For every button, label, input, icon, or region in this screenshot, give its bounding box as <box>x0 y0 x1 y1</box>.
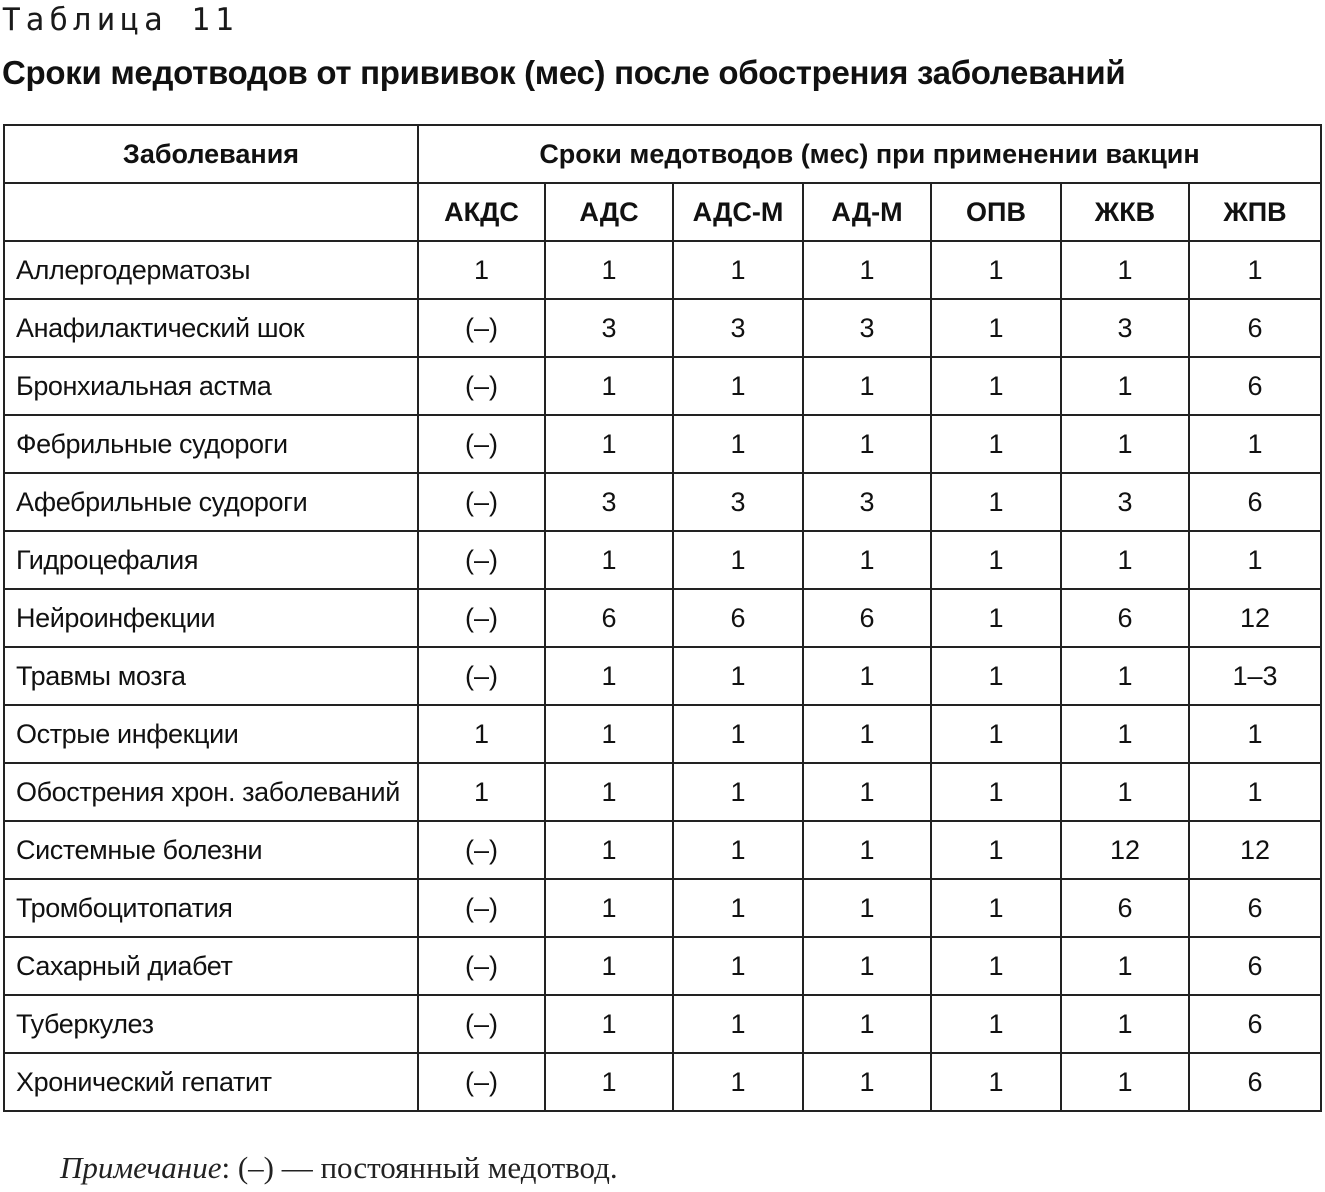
term-value-cell: 1 <box>931 995 1061 1053</box>
term-value-cell: 1 <box>673 241 803 299</box>
disease-name-cell: Афебрильные судороги <box>4 473 418 531</box>
term-value-cell: 1 <box>931 473 1061 531</box>
term-value-cell: 1 <box>803 763 931 821</box>
term-value-cell: 1 <box>931 589 1061 647</box>
term-value-cell: 3 <box>1061 299 1189 357</box>
term-value-cell: 1 <box>1061 415 1189 473</box>
table-body <box>4 241 1321 1111</box>
table-row <box>4 299 1321 357</box>
table-row <box>4 415 1321 473</box>
table-row <box>4 531 1321 589</box>
term-value-cell: (–) <box>418 821 545 879</box>
header-row-top <box>4 125 1321 183</box>
term-value-cell: 12 <box>1189 821 1321 879</box>
disease-name-cell: Фебрильные судороги <box>4 415 418 473</box>
disease-column-header: Заболевания <box>4 125 418 183</box>
term-value-cell: (–) <box>418 299 545 357</box>
term-value-cell: 1 <box>931 1053 1061 1111</box>
term-value-cell: 1 <box>1189 415 1321 473</box>
vaccine-header-opv: ОПВ <box>931 183 1061 241</box>
term-value-cell: 1 <box>673 821 803 879</box>
term-value-cell: 1 <box>931 937 1061 995</box>
term-value-cell: 6 <box>1189 473 1321 531</box>
term-value-cell: 12 <box>1189 589 1321 647</box>
term-value-cell: 1 <box>545 763 673 821</box>
disease-name-cell: Сахарный диабет <box>4 937 418 995</box>
term-value-cell: 1 <box>673 415 803 473</box>
footnote-label: Примечание <box>60 1150 222 1185</box>
empty-header-cell <box>4 183 418 241</box>
term-value-cell: 6 <box>1189 299 1321 357</box>
table-row <box>4 589 1321 647</box>
term-value-cell: 1 <box>1061 995 1189 1053</box>
term-value-cell: (–) <box>418 937 545 995</box>
term-value-cell: 3 <box>545 473 673 531</box>
term-value-cell: 1 <box>803 705 931 763</box>
term-value-cell: (–) <box>418 879 545 937</box>
table-row <box>4 937 1321 995</box>
term-value-cell: (–) <box>418 531 545 589</box>
disease-name-cell: Тромбоцитопатия <box>4 879 418 937</box>
term-value-cell: 6 <box>1061 879 1189 937</box>
vaccine-header-zhkv: ЖКВ <box>1061 183 1189 241</box>
term-value-cell: 1 <box>931 241 1061 299</box>
term-value-cell: 1 <box>673 1053 803 1111</box>
vaccine-header-ad-m: АД-М <box>803 183 931 241</box>
term-value-cell: 1 <box>931 357 1061 415</box>
term-value-cell: 1 <box>1061 357 1189 415</box>
term-value-cell: 1 <box>545 705 673 763</box>
term-value-cell: 1 <box>931 879 1061 937</box>
term-value-cell: 3 <box>1061 473 1189 531</box>
term-value-cell: 1 <box>803 1053 931 1111</box>
term-value-cell: 1 <box>545 995 673 1053</box>
term-value-cell: 1 <box>545 647 673 705</box>
table-row <box>4 357 1321 415</box>
term-value-cell: 1 <box>1061 937 1189 995</box>
term-value-cell: 1 <box>673 647 803 705</box>
term-value-cell: 1 <box>1189 531 1321 589</box>
term-value-cell: 1 <box>803 357 931 415</box>
table-number-label: Таблица 11 <box>2 2 239 38</box>
table-row <box>4 763 1321 821</box>
table-row <box>4 879 1321 937</box>
term-value-cell: 1 <box>673 357 803 415</box>
term-value-cell: 1 <box>1061 241 1189 299</box>
term-value-cell: 1–3 <box>1189 647 1321 705</box>
table-row <box>4 647 1321 705</box>
term-value-cell: (–) <box>418 647 545 705</box>
table-row <box>4 241 1321 299</box>
term-value-cell: 6 <box>1189 357 1321 415</box>
term-value-cell: 1 <box>673 763 803 821</box>
term-value-cell: (–) <box>418 1053 545 1111</box>
term-value-cell: 1 <box>931 821 1061 879</box>
term-value-cell: 1 <box>803 241 931 299</box>
term-value-cell: 6 <box>673 589 803 647</box>
term-value-cell: (–) <box>418 589 545 647</box>
term-value-cell: (–) <box>418 995 545 1053</box>
table-row <box>4 995 1321 1053</box>
vaccine-header-zhpv: ЖПВ <box>1189 183 1321 241</box>
term-value-cell: 1 <box>1189 705 1321 763</box>
term-value-cell: 6 <box>1061 589 1189 647</box>
vaccine-header-ads-m: АДС-М <box>673 183 803 241</box>
term-value-cell: 1 <box>1061 705 1189 763</box>
term-value-cell: 1 <box>803 821 931 879</box>
term-value-cell: 3 <box>545 299 673 357</box>
footnote <box>60 1148 618 1188</box>
term-value-cell: 1 <box>931 415 1061 473</box>
term-value-cell: 1 <box>418 763 545 821</box>
term-value-cell: 6 <box>1189 879 1321 937</box>
term-value-cell: 1 <box>931 763 1061 821</box>
term-value-cell: 3 <box>673 299 803 357</box>
term-value-cell: 1 <box>545 821 673 879</box>
table-row <box>4 821 1321 879</box>
data-table <box>3 124 1322 1112</box>
term-value-cell: 1 <box>1061 531 1189 589</box>
term-value-cell: 1 <box>803 879 931 937</box>
term-value-cell: 1 <box>673 531 803 589</box>
term-value-cell: 1 <box>673 995 803 1053</box>
disease-name-cell: Бронхиальная астма <box>4 357 418 415</box>
disease-name-cell: Травмы мозга <box>4 647 418 705</box>
disease-name-cell: Хронический гепатит <box>4 1053 418 1111</box>
table-row <box>4 473 1321 531</box>
term-value-cell: 1 <box>1061 647 1189 705</box>
disease-name-cell: Обострения хрон. заболеваний <box>4 763 418 821</box>
term-value-cell: 1 <box>803 995 931 1053</box>
term-value-cell: 1 <box>931 647 1061 705</box>
term-value-cell: 1 <box>803 647 931 705</box>
disease-name-cell: Анафилактический шок <box>4 299 418 357</box>
term-value-cell: 1 <box>545 531 673 589</box>
term-value-cell: 1 <box>418 241 545 299</box>
term-value-cell: 1 <box>673 879 803 937</box>
vaccine-group-header: Сроки медотводов (мес) при применении вакцин <box>418 125 1321 183</box>
term-value-cell: 1 <box>545 357 673 415</box>
term-value-cell: 1 <box>803 937 931 995</box>
term-value-cell: 1 <box>1189 241 1321 299</box>
term-value-cell: 6 <box>1189 995 1321 1053</box>
term-value-cell: 1 <box>931 531 1061 589</box>
disease-name-cell: Гидроцефалия <box>4 531 418 589</box>
table-row <box>4 705 1321 763</box>
vaccine-header-ads: АДС <box>545 183 673 241</box>
term-value-cell: 1 <box>803 415 931 473</box>
term-value-cell: 1 <box>545 879 673 937</box>
disease-name-cell: Системные болезни <box>4 821 418 879</box>
term-value-cell: 1 <box>545 1053 673 1111</box>
disease-name-cell: Нейроинфекции <box>4 589 418 647</box>
term-value-cell: 1 <box>545 937 673 995</box>
term-value-cell: 12 <box>1061 821 1189 879</box>
term-value-cell: 1 <box>545 241 673 299</box>
term-value-cell: 1 <box>418 705 545 763</box>
footnote-text: : (–) — постоянный медотвод. <box>221 1150 618 1185</box>
table-title: Сроки медотводов от прививок (мес) после обострения заболеваний <box>2 54 1126 91</box>
term-value-cell: 1 <box>1061 763 1189 821</box>
term-value-cell: 1 <box>545 415 673 473</box>
term-value-cell: 6 <box>545 589 673 647</box>
term-value-cell: (–) <box>418 473 545 531</box>
term-value-cell: 6 <box>803 589 931 647</box>
term-value-cell: (–) <box>418 357 545 415</box>
term-value-cell: 1 <box>1189 763 1321 821</box>
term-value-cell: 1 <box>931 705 1061 763</box>
term-value-cell: 1 <box>673 705 803 763</box>
disease-name-cell: Туберкулез <box>4 995 418 1053</box>
term-value-cell: 3 <box>803 299 931 357</box>
term-value-cell: 6 <box>1189 937 1321 995</box>
term-value-cell: 1 <box>803 531 931 589</box>
vaccine-header-akds: АКДС <box>418 183 545 241</box>
term-value-cell: (–) <box>418 415 545 473</box>
term-value-cell: 1 <box>673 937 803 995</box>
term-value-cell: 3 <box>673 473 803 531</box>
term-value-cell: 6 <box>1189 1053 1321 1111</box>
table-row <box>4 1053 1321 1111</box>
header-row-vaccines <box>4 183 1321 241</box>
term-value-cell: 3 <box>803 473 931 531</box>
term-value-cell: 1 <box>931 299 1061 357</box>
disease-name-cell: Аллергодерматозы <box>4 241 418 299</box>
term-value-cell: 1 <box>1061 1053 1189 1111</box>
disease-name-cell: Острые инфекции <box>4 705 418 763</box>
